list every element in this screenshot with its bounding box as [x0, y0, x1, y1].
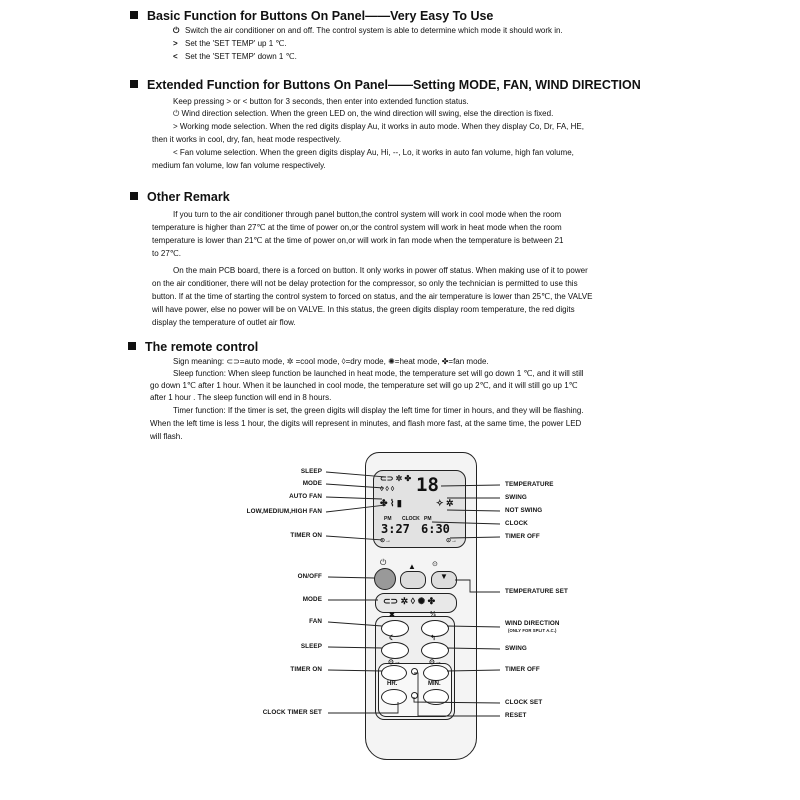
label-swing: SWING — [505, 494, 527, 501]
chevron-left-icon: < — [173, 52, 178, 61]
remote-line: go down 1℃ after 1 hour. When it be launched in cool mode, the temperature set will go up 2℃, and it will still go up 1℃ — [150, 381, 578, 390]
extended-line: then it works in cool, dry, fan, heat mode respectively. — [152, 135, 342, 144]
other-line: button. If at the time of starting the control system to forced on status, and the air temperature is lower than 25℃, the VALVE — [152, 292, 593, 301]
lcd-time-left: 3:27 — [381, 522, 410, 536]
chevron-right-icon: > — [173, 39, 178, 48]
other-line: If you turn to the air conditioner through panel button,the control system will work in cool mode when the room — [173, 210, 562, 219]
fan-icon: ✖ — [389, 612, 395, 619]
swing-icon: ↰ — [430, 635, 436, 642]
other-title: Other Remark — [147, 190, 230, 204]
remote-line: Sleep function: When sleep function be launched in heat mode, the temperature set will go down 1 ℃, and it will still — [173, 369, 584, 378]
remote-line: Timer function: If the timer is set, the green digits will display the left time for timer in hours, and they will be flashing. — [173, 406, 584, 415]
label-swing-button: SWING — [505, 645, 527, 652]
label-sleep: SLEEP — [300, 468, 322, 475]
label-sleep-button: SLEEP — [300, 643, 322, 650]
label-wind-note: (ONLY FOR SPLIT A.C.) — [508, 628, 557, 633]
lcd-pm-left: PM — [384, 516, 392, 522]
extended-line: ⏻ Wind direction selection. When the green LED on, the wind direction will swing, else the direction is fixed. — [173, 109, 554, 118]
label-timer-off-button: TIMER OFF — [505, 666, 540, 673]
lcd-temperature: 18 — [416, 474, 439, 496]
timer-icon: ⊙ — [432, 561, 438, 568]
remote-line: will flash. — [150, 432, 183, 441]
basic-title: Basic Function for Buttons On Panel——Very Easy To Use — [147, 9, 494, 23]
other-line: temperature is lower than 21℃ at the time of power on,or will work in fan mode when the temperature is between 21 — [152, 236, 564, 245]
lcd-time-right: 6:30 — [421, 522, 450, 536]
label-clock-timer-set: CLOCK TIMER SET — [262, 709, 322, 716]
other-line: on the air conditioner, there will not be delay protection for the compressor, so only the technician is permitted to use this — [152, 279, 578, 288]
extended-line: > Working mode selection. When the red digits display Au, it works in auto mode. When they display Co, Dr, FA, HE, — [173, 122, 584, 131]
label-mode-button: MODE — [302, 596, 322, 603]
hr-label: HR. — [387, 681, 398, 687]
lcd-fan-icon: ✤ ⌇ ▮ — [380, 498, 402, 508]
label-temperature-set: TEMPERATURE SET — [505, 588, 568, 595]
basic-line-2: > Set the 'SET TEMP' up 1 ℃. — [173, 38, 287, 50]
other-line: to 27℃. — [152, 249, 181, 258]
basic-line-1: ⏻ Switch the air conditioner on and off. The control system is able to determine which mode it should work in. — [173, 25, 563, 37]
triangle-down-icon: ▼ — [440, 572, 448, 581]
triangle-up-icon: ▲ — [408, 562, 416, 571]
lcd-pm-right: PM — [424, 516, 432, 522]
mode-icons[interactable]: ⊂⊃ ✲ ◊ ✺ ✤ — [383, 596, 436, 606]
lcd-timer-off-icon: ⊙→ — [446, 538, 458, 544]
other-line: On the main PCB board, there is a forced on button. It only works in power off status. When making use of it to power — [173, 266, 588, 275]
lcd-mode-icons: ⊂⊃ ✲ ✤ — [380, 474, 412, 483]
label-clock: CLOCK — [505, 520, 528, 527]
other-line: temperature is higher than 27℃ at the time of power on,or the control system will work in heat mode when the room — [152, 223, 562, 232]
label-fan: FAN — [309, 618, 322, 625]
label-timer-on: TIMER ON — [290, 532, 322, 539]
lcd-timer-on-icon: ⊙→ — [380, 538, 392, 544]
remote-title: The remote control — [145, 340, 259, 354]
label-wind-direction: WIND DIRECTION — [505, 620, 560, 627]
label-timer-on-button: TIMER ON — [290, 666, 322, 673]
label-mode: MODE — [302, 480, 322, 487]
remote-line: after 1 hour . The sleep function will end in 8 hours. — [150, 393, 332, 402]
basic-line-3: < Set the 'SET TEMP' down 1 ℃. — [173, 51, 297, 63]
extended-title: Extended Function for Buttons On Panel——Setting MODE, FAN, WIND DIRECTION — [147, 78, 641, 92]
label-clock-set: CLOCK SET — [505, 699, 543, 706]
label-fan-speeds: LOW,MEDIUM,HIGH FAN — [246, 508, 322, 515]
min-label: MIN. — [428, 681, 441, 687]
lcd-sub-icons: ◊ ◊ ◊ — [380, 486, 395, 493]
extended-line: < Fan volume selection. When the green digits display Au, Hi, --, Lo, it works in auto fan volume, high fan volume, — [173, 148, 574, 157]
label-auto-fan: AUTO FAN — [289, 493, 322, 500]
label-on-off: ON/OFF — [297, 573, 322, 580]
remote-line: When the left time is less 1 hour, the digits will represent in minutes, and flash more fast, at the same time, the power LED — [150, 419, 582, 428]
power-icon: ⏻ — [380, 558, 387, 567]
other-line: will have power, else no power will be on VALVE. In this status, the green digits display room temperature, the red digits — [152, 305, 575, 314]
label-timer-off: TIMER OFF — [505, 533, 540, 540]
label-temperature: TEMPERATURE — [505, 481, 554, 488]
lcd-clock-label: CLOCK — [402, 516, 420, 522]
extended-line: medium fan volume, low fan volume respectively. — [152, 161, 326, 170]
label-reset: RESET — [505, 712, 527, 719]
timer-on-icon: ⊙→ — [388, 659, 401, 666]
sleep-icon: ☾ — [389, 635, 396, 642]
extended-line: Keep pressing > or < button for 3 seconds, then enter into extended function status. — [173, 97, 469, 106]
wind-direction-icon: ⅓ — [430, 611, 436, 618]
remote-line: Sign meaning: ⊂⊃=auto mode, ✲ =cool mode, ◊=dry mode, ✺=heat mode, ✤=fan mode. — [173, 357, 489, 366]
lcd-swing-icon: ✧ ✲ — [436, 498, 454, 508]
power-icon: ⏻ — [173, 26, 180, 35]
timer-off-icon: ⊙→ — [429, 659, 442, 666]
other-line: display the temperature of outlet air flow. — [152, 318, 296, 327]
label-not-swing: NOT SWING — [505, 507, 543, 514]
